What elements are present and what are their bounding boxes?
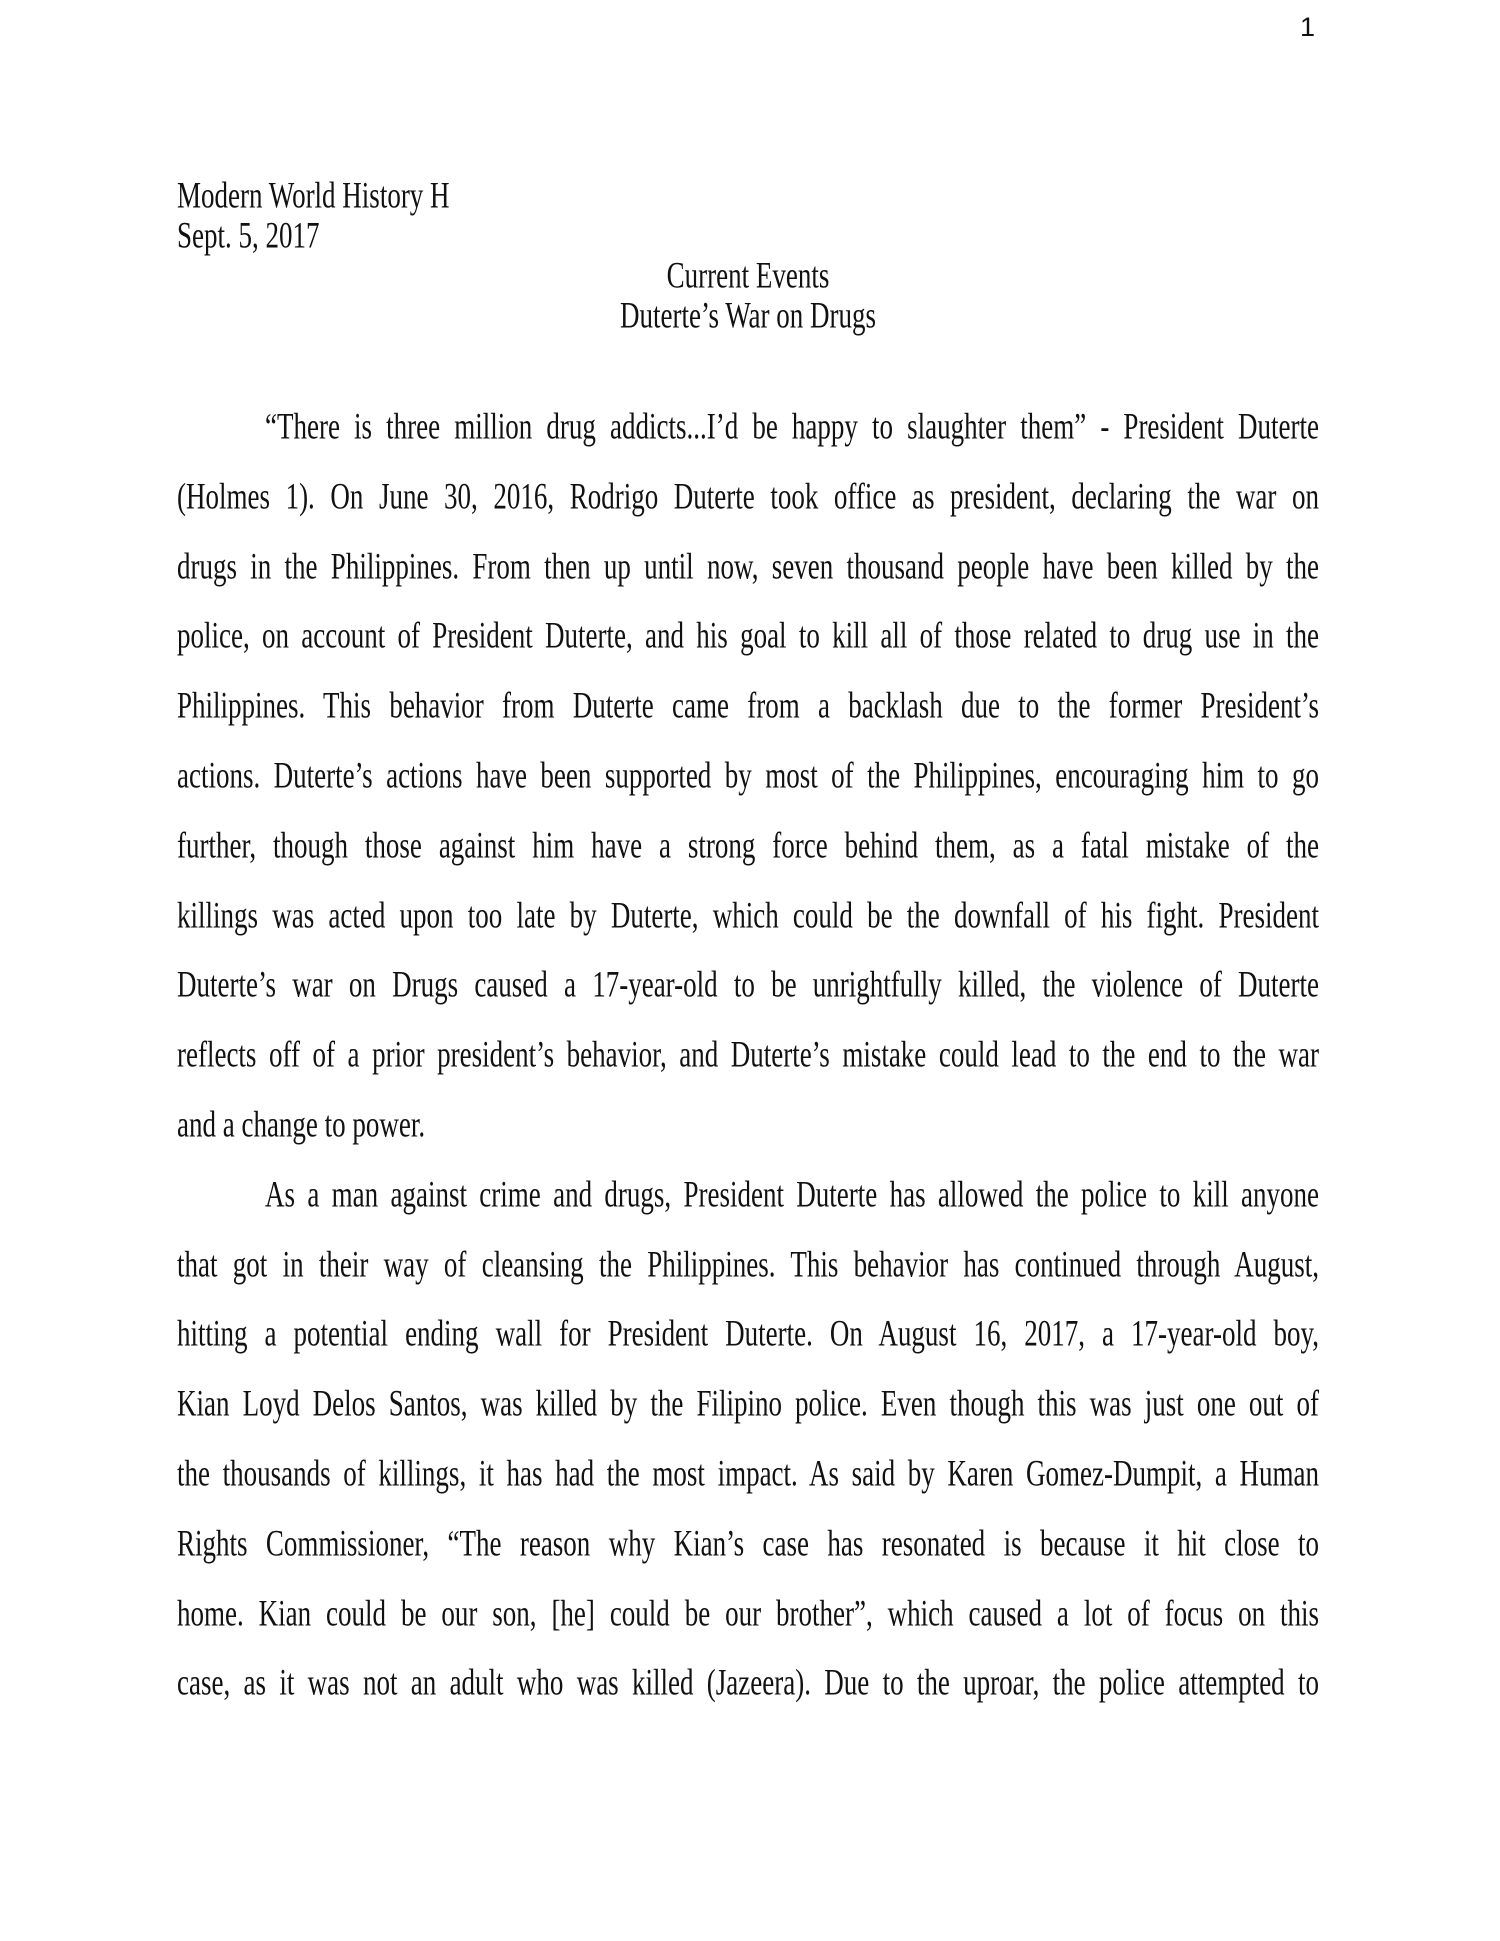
- paragraph-line: that got in their way of cleansing the Philippines. This behavior has continued through August,: [177, 1242, 1319, 1285]
- paragraph-line: case, as it was not an adult who was killed (Jazeera). Due to the uproar, the police attempted to: [177, 1661, 1319, 1704]
- course-name: Modern World History H: [177, 174, 450, 216]
- paragraph-line: As a man against crime and drugs, President Duterte has allowed the police to kill anyone: [265, 1173, 1319, 1215]
- paragraph-line: (Holmes 1). On June 30, 2016, Rodrigo Duterte took office as president, declaring the war on: [177, 475, 1319, 517]
- paragraph-line: actions. Duterte’s actions have been supported by most of the Philippines, encouraging him to go: [177, 754, 1319, 796]
- paragraph-line: hitting a potential ending wall for President Duterte. On August 16, 2017, a 17-year-old boy,: [177, 1312, 1319, 1355]
- paragraph-line: further, though those against him have a strong force behind them, as a fatal mistake of the: [177, 824, 1319, 866]
- paragraph-line: home. Kian could be our son, [he] could be our brother”, which caused a lot of focus on this: [177, 1591, 1319, 1634]
- paragraph-line: drugs in the Philippines. From then up until now, seven thousand people have been killed by the: [177, 544, 1319, 587]
- paragraph-line: reflects off of a prior president’s behavior, and Duterte’s mistake could lead to the end to the war: [177, 1033, 1319, 1075]
- paragraph-line: police, on account of President Duterte, and his goal to kill all of those related to drug use in the: [177, 614, 1319, 657]
- date: Sept. 5, 2017: [177, 214, 320, 256]
- paragraph-line: Rights Commissioner, “The reason why Kian’s case has resonated is because it hit close to: [177, 1522, 1319, 1564]
- title-line-1: Current Events: [666, 254, 830, 296]
- page-number: 1: [1300, 12, 1316, 42]
- paragraph-line: the thousands of killings, it has had the most impact. As said by Karen Gomez-Dumpit, a Human: [177, 1452, 1319, 1494]
- paragraph-line: “There is three million drug addicts...I’d be happy to slaughter them” - President Duterte: [265, 405, 1319, 447]
- paragraph-line: killings was acted upon too late by Duterte, which could be the downfall of his fight. President: [177, 893, 1319, 936]
- paragraph-line: Philippines. This behavior from Duterte came from a backlash due to the former President’s: [177, 684, 1319, 726]
- paragraph-line: Duterte’s war on Drugs caused a 17-year-old to be unrightfully killed, the violence of Duterte: [177, 963, 1319, 1006]
- paragraph-line: Kian Loyd Delos Santos, was killed by the Filipino police. Even though this was just one out of: [177, 1382, 1319, 1424]
- paragraph-line: and a change to power.: [177, 1103, 426, 1145]
- essay-title: Duterte’s War on Drugs: [619, 294, 877, 336]
